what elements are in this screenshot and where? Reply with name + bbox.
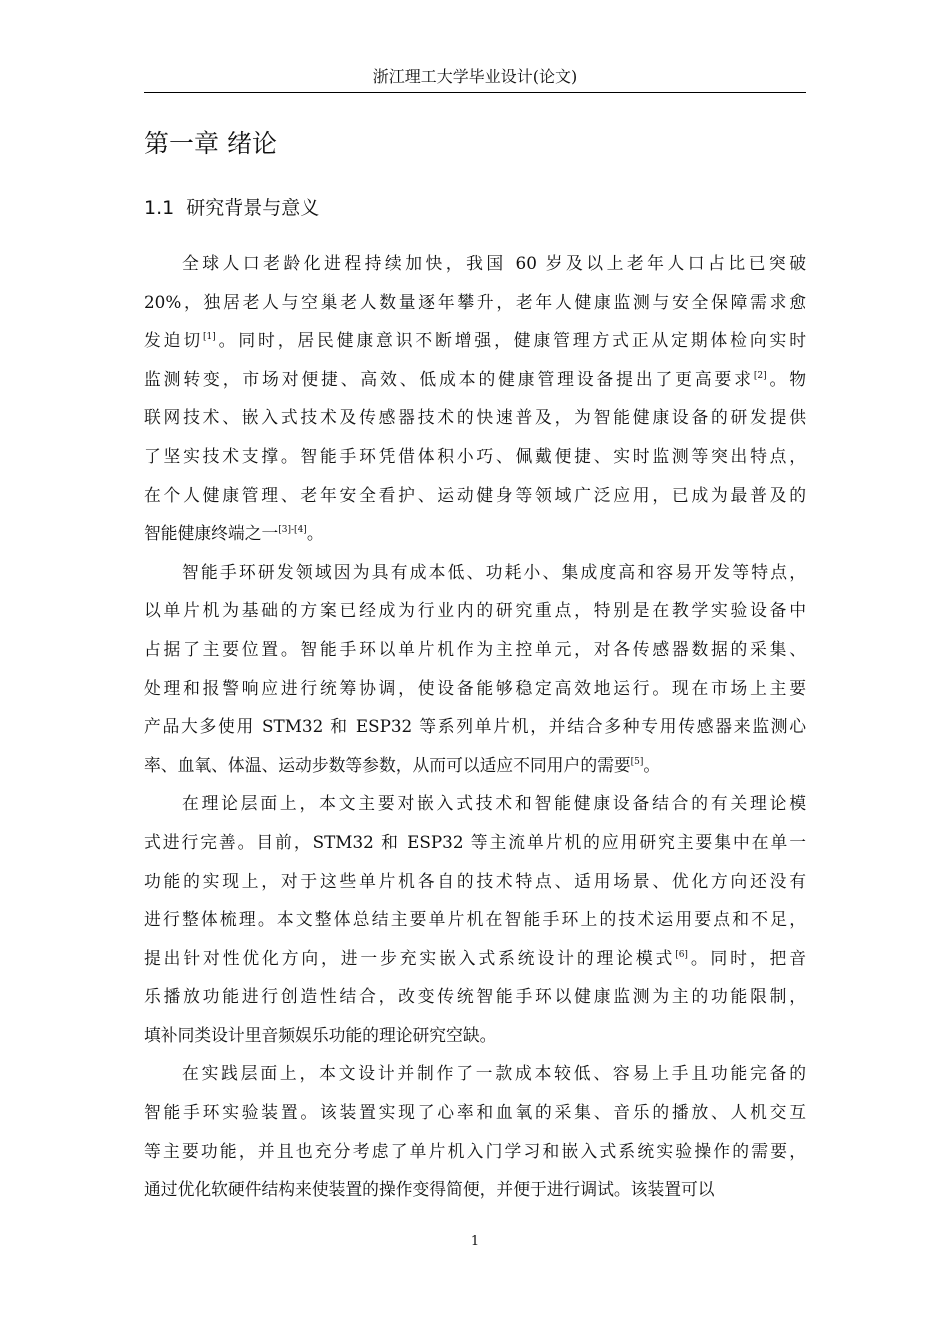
text-line: [144, 591, 806, 630]
text-line: [144, 437, 806, 476]
paragraph: [144, 244, 806, 553]
section-number: 1.1: [144, 197, 175, 219]
text-segment: 占据了主要位置。智能手环以单片机作为主控单元，对各传感器数据的采集、: [144, 638, 806, 659]
text-segment: 在实践层面上，本文设计并制作了一款成本较低、容易上手且功能完备的: [182, 1063, 806, 1084]
citation: [3]-[4]: [278, 525, 307, 536]
text-segment: 。同时，把音: [687, 947, 806, 968]
section-heading: [144, 192, 319, 224]
text-segment: 进行整体梳理。本文整体总结主要单片机在智能手环上的技术运用要点和不足，: [144, 909, 806, 930]
text-line: [144, 514, 806, 553]
text-line: [144, 1093, 806, 1132]
text-segment: 式进行完善。目前，STM32 和 ESP32 等主流单片机的应用研究主要集中在单一: [144, 831, 806, 852]
text-segment: 20%，独居老人与空巢老人数量逐年攀升，老年人健康监测与安全保障需求愈: [144, 291, 806, 312]
text-segment: 智能手环实验装置。该装置实现了心率和血氧的采集、音乐的播放、人机交互: [144, 1102, 806, 1123]
text-line: [144, 398, 806, 437]
text-line: [144, 283, 806, 322]
text-line: [144, 1016, 806, 1055]
text-segment: 。: [643, 754, 661, 775]
paragraph: [144, 553, 806, 785]
text-line: [144, 823, 806, 862]
text-line: [144, 1054, 806, 1093]
paragraph: [144, 784, 806, 1054]
text-line: [144, 1132, 806, 1171]
text-line: [144, 1170, 806, 1209]
citation: [6]: [675, 949, 688, 960]
text-segment: 智能手环研发领域因为具有成本低、功耗小、集成度高和容易开发等特点，: [182, 561, 806, 582]
page-number: 1: [470, 1234, 480, 1249]
text-segment: 率、血氧、体温、运动步数等参数，从而可以适应不同用户的需要: [144, 754, 631, 775]
paragraph: [144, 1054, 806, 1208]
text-segment: 。同时，居民健康意识不断增强，健康管理方式正从定期体检向实时: [215, 330, 806, 351]
citation: [5]: [630, 756, 644, 767]
text-segment: 监测转变，市场对便捷、高效、低成本的健康管理设备提出了更高要求: [144, 368, 754, 389]
text-line: [144, 669, 806, 708]
text-segment: 。物: [766, 368, 806, 389]
text-line: [144, 784, 806, 823]
text-line: [144, 321, 806, 360]
text-segment: 在理论层面上，本文主要对嵌入式技术和智能健康设备结合的有关理论模: [182, 793, 806, 814]
text-segment: 通过优化软硬件结构来使装置的操作变得简便，并便于进行调试。该装置可以: [144, 1179, 715, 1200]
text-segment: 等主要功能，并且也充分考虑了单片机入门学习和嵌入式系统实验操作的需要，: [144, 1140, 806, 1161]
text-segment: 乐播放功能进行创造性结合，改变传统智能手环以健康监测为主的功能限制，: [144, 986, 806, 1007]
text-line: [144, 553, 806, 592]
text-line: [144, 630, 806, 669]
text-line: [144, 360, 806, 399]
text-segment: 以单片机为基础的方案已经成为行业内的研究重点，特别是在教学实验设备中: [144, 600, 806, 621]
text-segment: 智能健康终端之一: [144, 523, 279, 544]
text-line: [144, 244, 806, 283]
text-segment: 处理和报警响应进行统筹协调，使设备能够稳定高效地运行。现在市场上主要: [144, 677, 806, 698]
text-segment: 在个人健康管理、老年安全看护、运动健身等领域广泛应用，已成为最普及的: [144, 484, 806, 505]
text-line: [144, 977, 806, 1016]
text-segment: 联网技术、嵌入式技术及传感器技术的快速普及，为智能健康设备的研发提供: [144, 407, 806, 428]
text-segment: 填补同类设计里音频娱乐功能的理论研究空缺。: [144, 1024, 497, 1045]
text-segment: 产品大多使用 STM32 和 ESP32 等系列单片机，并结合多种专用传感器来监测心: [144, 716, 806, 737]
header-title: 浙江理工大学毕业设计(论文): [372, 67, 578, 86]
text-segment: 了坚实技术支撑。智能手环凭借体积小巧、佩戴便捷、实时监测等突出特点，: [144, 445, 806, 466]
text-line: [144, 862, 806, 901]
body-text: [144, 244, 806, 1209]
text-line: [144, 746, 806, 785]
chapter-title: 第一章 绪论: [144, 129, 277, 158]
section-title: 研究背景与意义: [186, 197, 320, 219]
text-line: [144, 707, 806, 746]
citation: [2]: [753, 370, 767, 381]
page-header: [144, 64, 806, 93]
citation: [1]: [203, 332, 216, 343]
text-segment: 全球人口老龄化进程持续加快，我国 60 岁及以上老年人口占比已突破: [182, 253, 806, 273]
text-segment: 提出针对性优化方向，进一步充实嵌入式系统设计的理论模式: [144, 947, 676, 968]
text-line: [144, 939, 806, 978]
text-line: [144, 476, 806, 515]
text-segment: 。: [306, 523, 324, 544]
text-segment: 功能的实现上，对于这些单片机各自的技术特点、适用场景、优化方向还没有: [144, 870, 806, 891]
text-line: [144, 900, 806, 939]
text-segment: 发迫切: [144, 330, 204, 351]
